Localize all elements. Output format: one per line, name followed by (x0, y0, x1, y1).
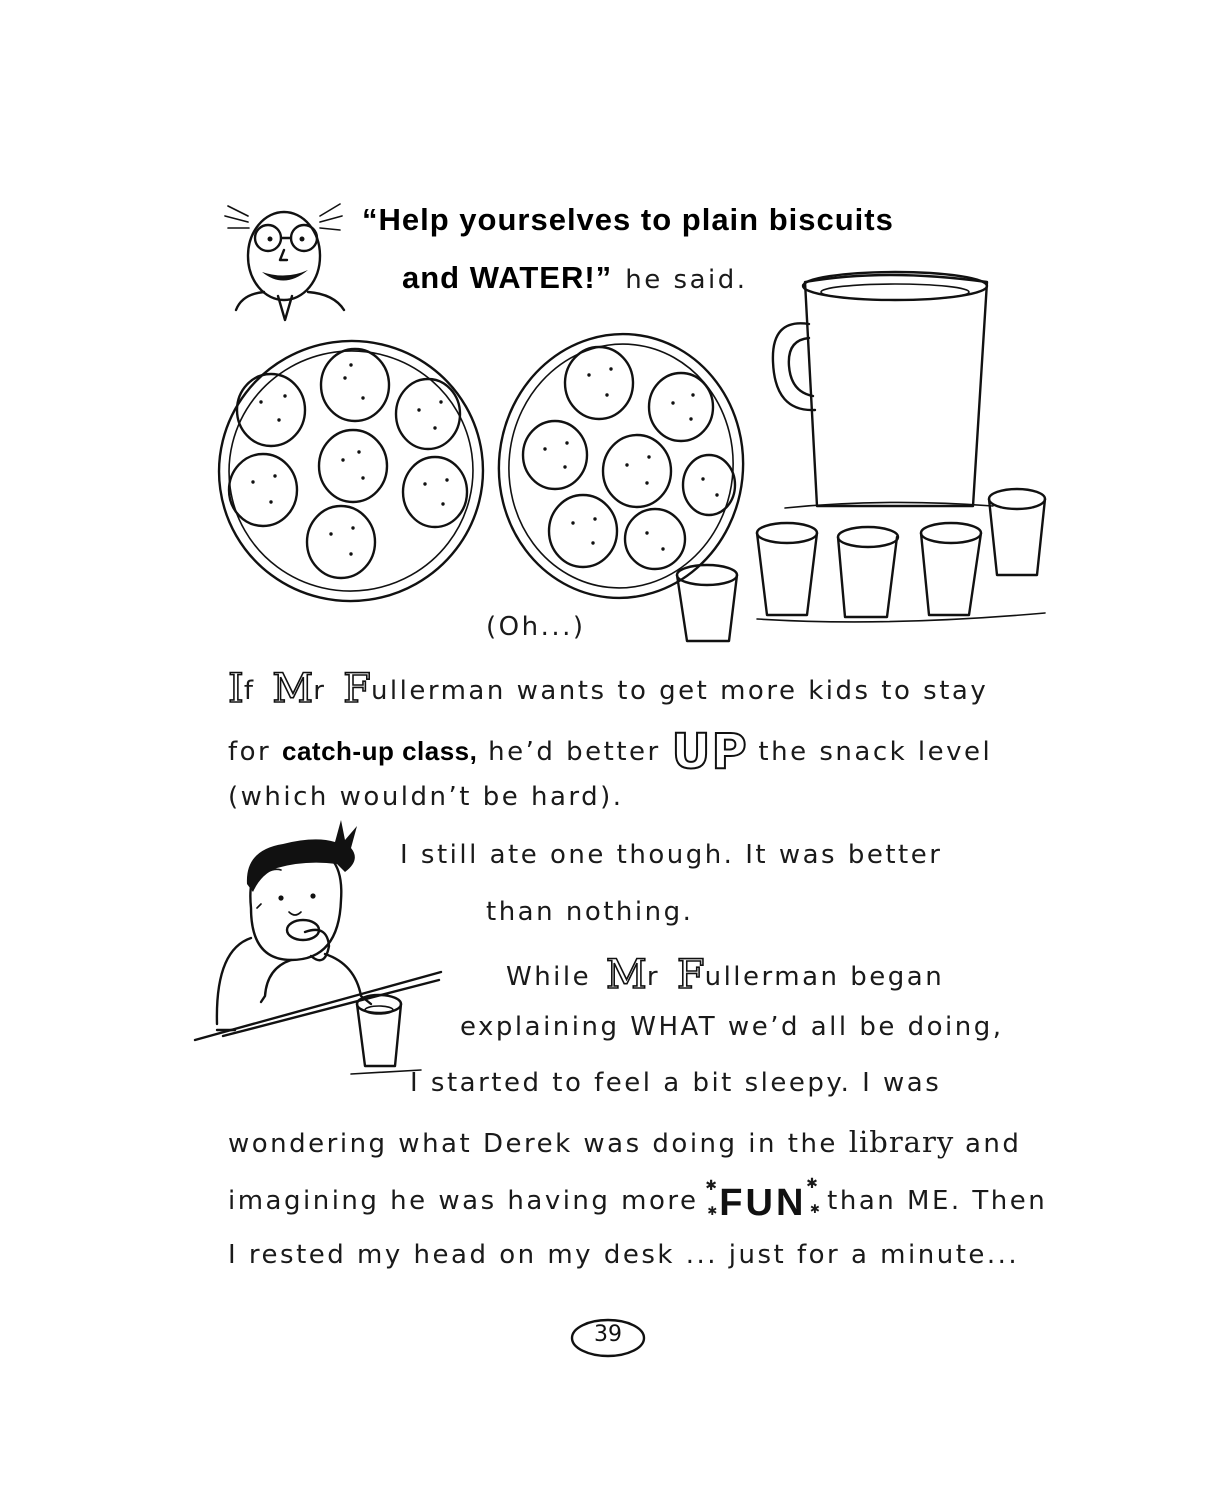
catch-up-class-bold: catch-up class, (282, 736, 478, 766)
paragraph-2-line-6: wondering what Derek was doing in the library and (228, 1125, 1022, 1159)
up-decorative-word: UP (671, 724, 748, 780)
outline-letter-m-2: M (605, 952, 647, 998)
outline-letter-f: F (343, 666, 371, 712)
outline-letter-f-2: F (676, 952, 705, 998)
sparkle-icon: ✱ (809, 1202, 823, 1216)
paragraph-1-line-3: (which wouldn’t be hard). (228, 782, 624, 812)
heading-line-1: “Help yourselves to plain biscuits (362, 202, 894, 237)
fun-decorative-word: ✱ ✱ ✱ ✱ FUN (705, 1176, 823, 1224)
paragraph-2-line-3: While Mr Fullerman began (506, 952, 945, 998)
caption-oh: (Oh...) (486, 612, 586, 642)
page-number: 39 (594, 1322, 622, 1347)
paragraph-1-line-2: for catch-up class, he’d better UP the snack level (228, 724, 993, 780)
water-jug-illustration (765, 262, 1005, 512)
paragraph-2-line-4: explaining WHAT we’d all be doing, (460, 1012, 1004, 1042)
heading-he-said: he said. (625, 265, 748, 295)
paragraph-2-line-5: I started to feel a bit sleepy. I was (410, 1068, 942, 1098)
outline-letter-i: I (228, 666, 244, 712)
heading-line-2: and WATER!” (402, 260, 613, 295)
outline-letter-m: M (272, 666, 314, 712)
sparkle-icon: ✱ (705, 1178, 720, 1194)
paragraph-1-line-1: If Mr Fullerman wants to get more kids to stay (228, 666, 989, 712)
library-serif-word: library (848, 1125, 955, 1159)
sparkle-icon: ✱ (707, 1204, 720, 1218)
biscuit-plate-left (213, 330, 493, 610)
paragraph-2-line-7: imagining he was having more ✱ ✱ ✱ ✱ FUN than ME. Then (228, 1176, 1048, 1224)
paragraph-2-line-1: I still ate one though. It was better (400, 840, 943, 870)
cups-illustration (665, 485, 1055, 645)
paragraph-2-line-8: I rested my head on my desk ... just for a minute... (228, 1240, 1020, 1270)
paragraph-2-line-2: than nothing. (486, 897, 694, 927)
sparkle-icon: ✱ (806, 1176, 821, 1192)
mr-fullerman-illustration (222, 198, 362, 328)
